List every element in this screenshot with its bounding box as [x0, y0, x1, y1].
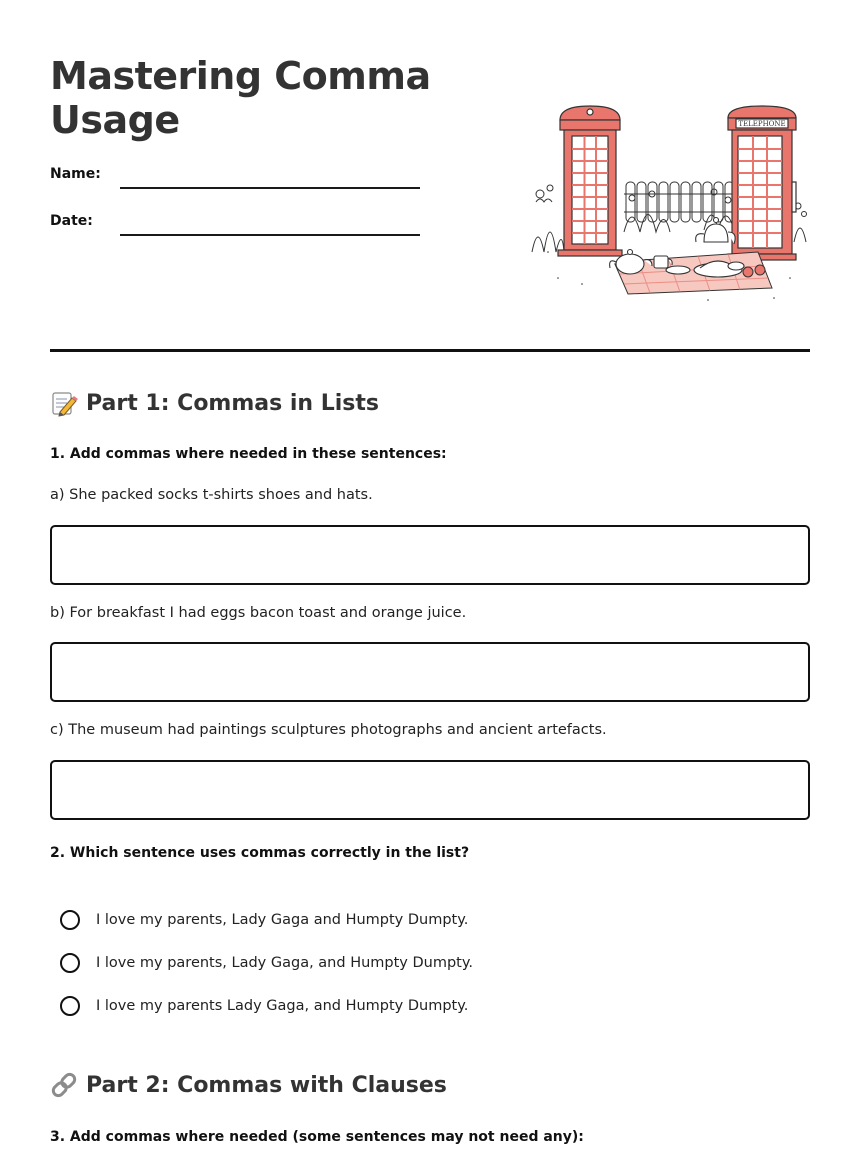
q2-option-3[interactable] [60, 994, 468, 1018]
radio-button[interactable] [60, 910, 80, 930]
name-line[interactable] [120, 187, 420, 189]
question-1-prompt: 1. Add commas where needed in these sentences: [50, 446, 447, 462]
part-2-heading [50, 1071, 447, 1099]
page-title: Mastering Comma Usage [50, 54, 431, 142]
svg-text:TELEPHONE: TELEPHONE [738, 120, 786, 128]
worksheet-page [50, 0, 810, 1161]
q2-option-2[interactable] [60, 951, 473, 975]
q1-answer-box-b[interactable] [50, 642, 810, 702]
link-icon [50, 1071, 78, 1099]
part-2-title: Part 2: Commas with Clauses [86, 1072, 447, 1098]
name-field [50, 166, 420, 190]
question-2-prompt: 2. Which sentence uses commas correctly in the list? [50, 845, 470, 861]
q2-option-3-text: I love my parents Lady Gaga, and Humpty Dumpty. [96, 998, 469, 1014]
q2-option-2-text: I love my parents, Lady Gaga, and Humpty Dumpty. [96, 955, 473, 971]
q2-option-1[interactable] [60, 908, 468, 932]
q1-answer-box-a[interactable] [50, 525, 810, 585]
date-line[interactable] [120, 234, 420, 236]
q1-answer-box-c[interactable] [50, 760, 810, 820]
date-label: Date: [50, 213, 93, 229]
q2-option-1-text: I love my parents, Lady Gaga and Humpty Dumpty. [96, 912, 469, 928]
question-3-prompt: 3. Add commas where needed (some sentences may not need any): [50, 1129, 584, 1145]
memo-pencil-icon [50, 389, 78, 417]
q1-item-b: b) For breakfast I had eggs bacon toast and orange juice. [50, 605, 467, 621]
q1-item-c: c) The museum had paintings sculptures photographs and ancient artefacts. [50, 722, 607, 738]
q1-item-a: a) She packed socks t-shirts shoes and hats. [50, 487, 373, 503]
part-1-heading [50, 389, 379, 417]
date-field [50, 213, 420, 237]
part-1-title: Part 1: Commas in Lists [86, 390, 380, 416]
radio-button[interactable] [60, 953, 80, 973]
telephone-box-picnic-illustration [528, 102, 812, 302]
name-label: Name: [50, 166, 101, 182]
section-divider [50, 349, 810, 352]
radio-button[interactable] [60, 996, 80, 1016]
